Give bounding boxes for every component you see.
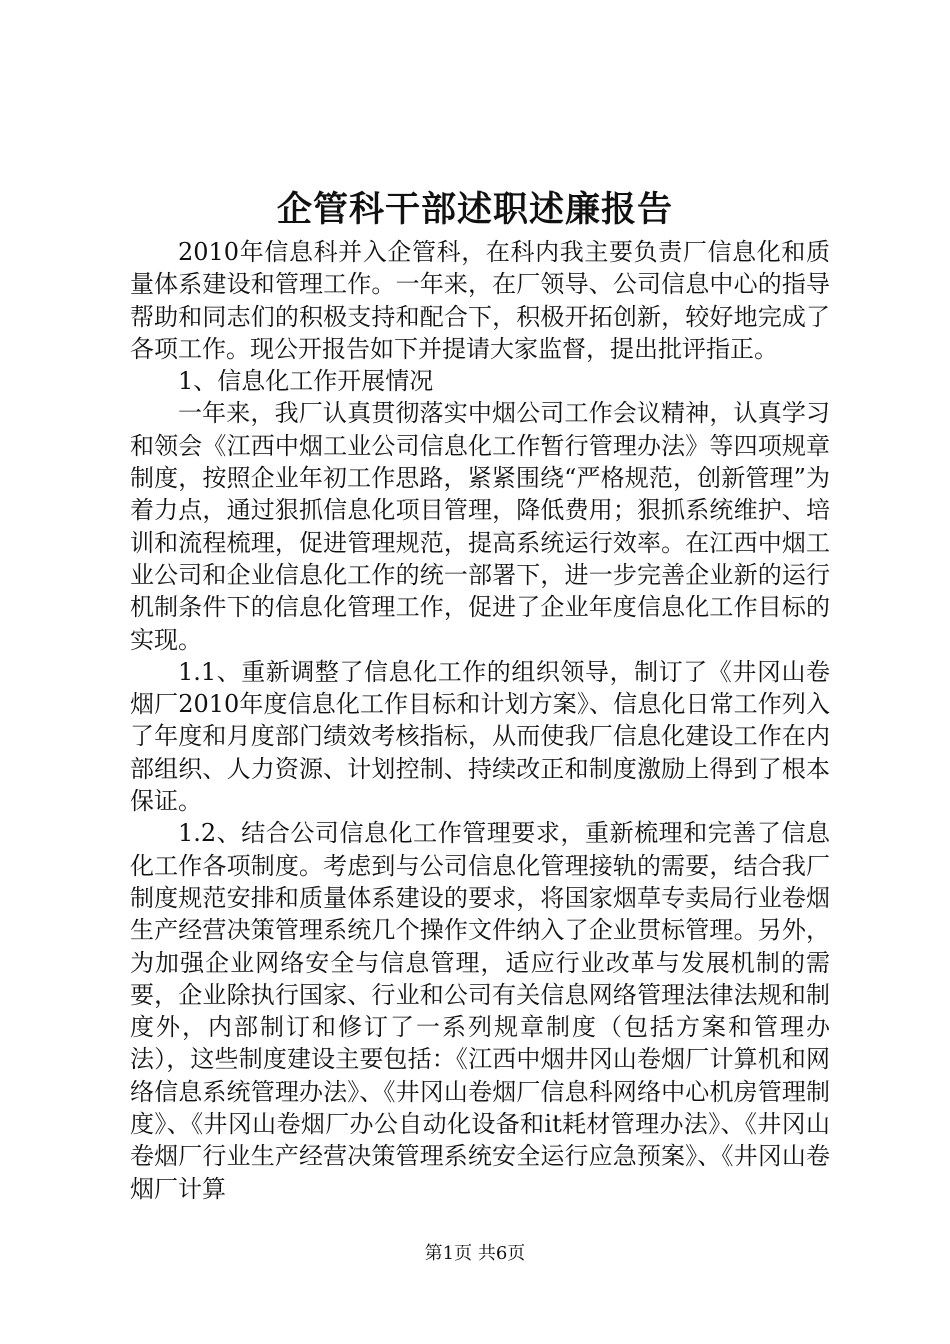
document-title: 企管科干部述职述廉报告 (276, 189, 673, 230)
paragraph-1-2: 1.2、结合公司信息化工作管理要求，重新梳理和完善了信息化工作各项制度。考虑到与公司信息化管理接轨的需要，结合我厂制度规范安排和质量体系建设的要求，将国家烟草专卖局行业卷烟生产经营决策管理系统几个操作文件纳入了企业贯标管理。另外，为加强企业网络安全与信息管理，适应行业改革与发展机制的需要，企业除执行国家、行业和公司有关信息网络管理法律法规和制度外，内部制订和修订了一系列规章制度（包括方案和管理办法），这些制度建设主要包括：《江西中烟井冈山卷烟厂计算机和网络信息系统管理办法》、《井冈山卷烟厂信息科网络中心机房管理制度》、《井冈山卷烟厂办公自动化设备和it耗材管理办法》、《井冈山卷烟厂行业生产经营决策管理系统安全运行应急预案》、《井冈山卷烟厂计算 (130, 819, 830, 1203)
document-body (130, 236, 830, 1205)
section-heading-1: 1、信息化工作开展情况 (178, 367, 434, 396)
paragraph-1-1: 1.1、重新调整了信息化工作的组织领导，制订了《井冈山卷烟厂2010年度信息化工作目标和计划方案》、信息化日常工作列入了年度和月度部门绩效考核指标，从而使我厂信息化建设工作在内部组织、人力资源、计划控制、持续改正和制度激励上得到了根本保证。 (130, 657, 830, 816)
paragraph-intro: 2010年信息科并入企管科，在科内我主要负责厂信息化和质量体系建设和管理工作。一年来，在厂领导、公司信息中心的指导帮助和同志们的积极支持和配合下，积极开拓创新，较好地完成了各项工作。现公开报告如下并提请大家监督，提出批评指正。 (130, 238, 830, 363)
paragraph-overview: 一年来，我厂认真贯彻落实中烟公司工作会议精神，认真学习和领会《江西中烟工业公司信息化工作暂行管理办法》等四项规章制度，按照企业年初工作思路，紧紧围绕“严格规范，创新管理”为着力点，通过狠抓信息化项目管理，降低费用；狠抓系统维护、培训和流程梳理，促进管理规范，提高系统运行效率。在江西中烟工业公司和企业信息化工作的统一部署下，进一步完善企业新的运行机制条件下的信息化管理工作，促进了企业年度信息化工作目标的实现。 (130, 399, 830, 654)
page-number-footer: 第1页 共6页 (424, 1243, 526, 1264)
